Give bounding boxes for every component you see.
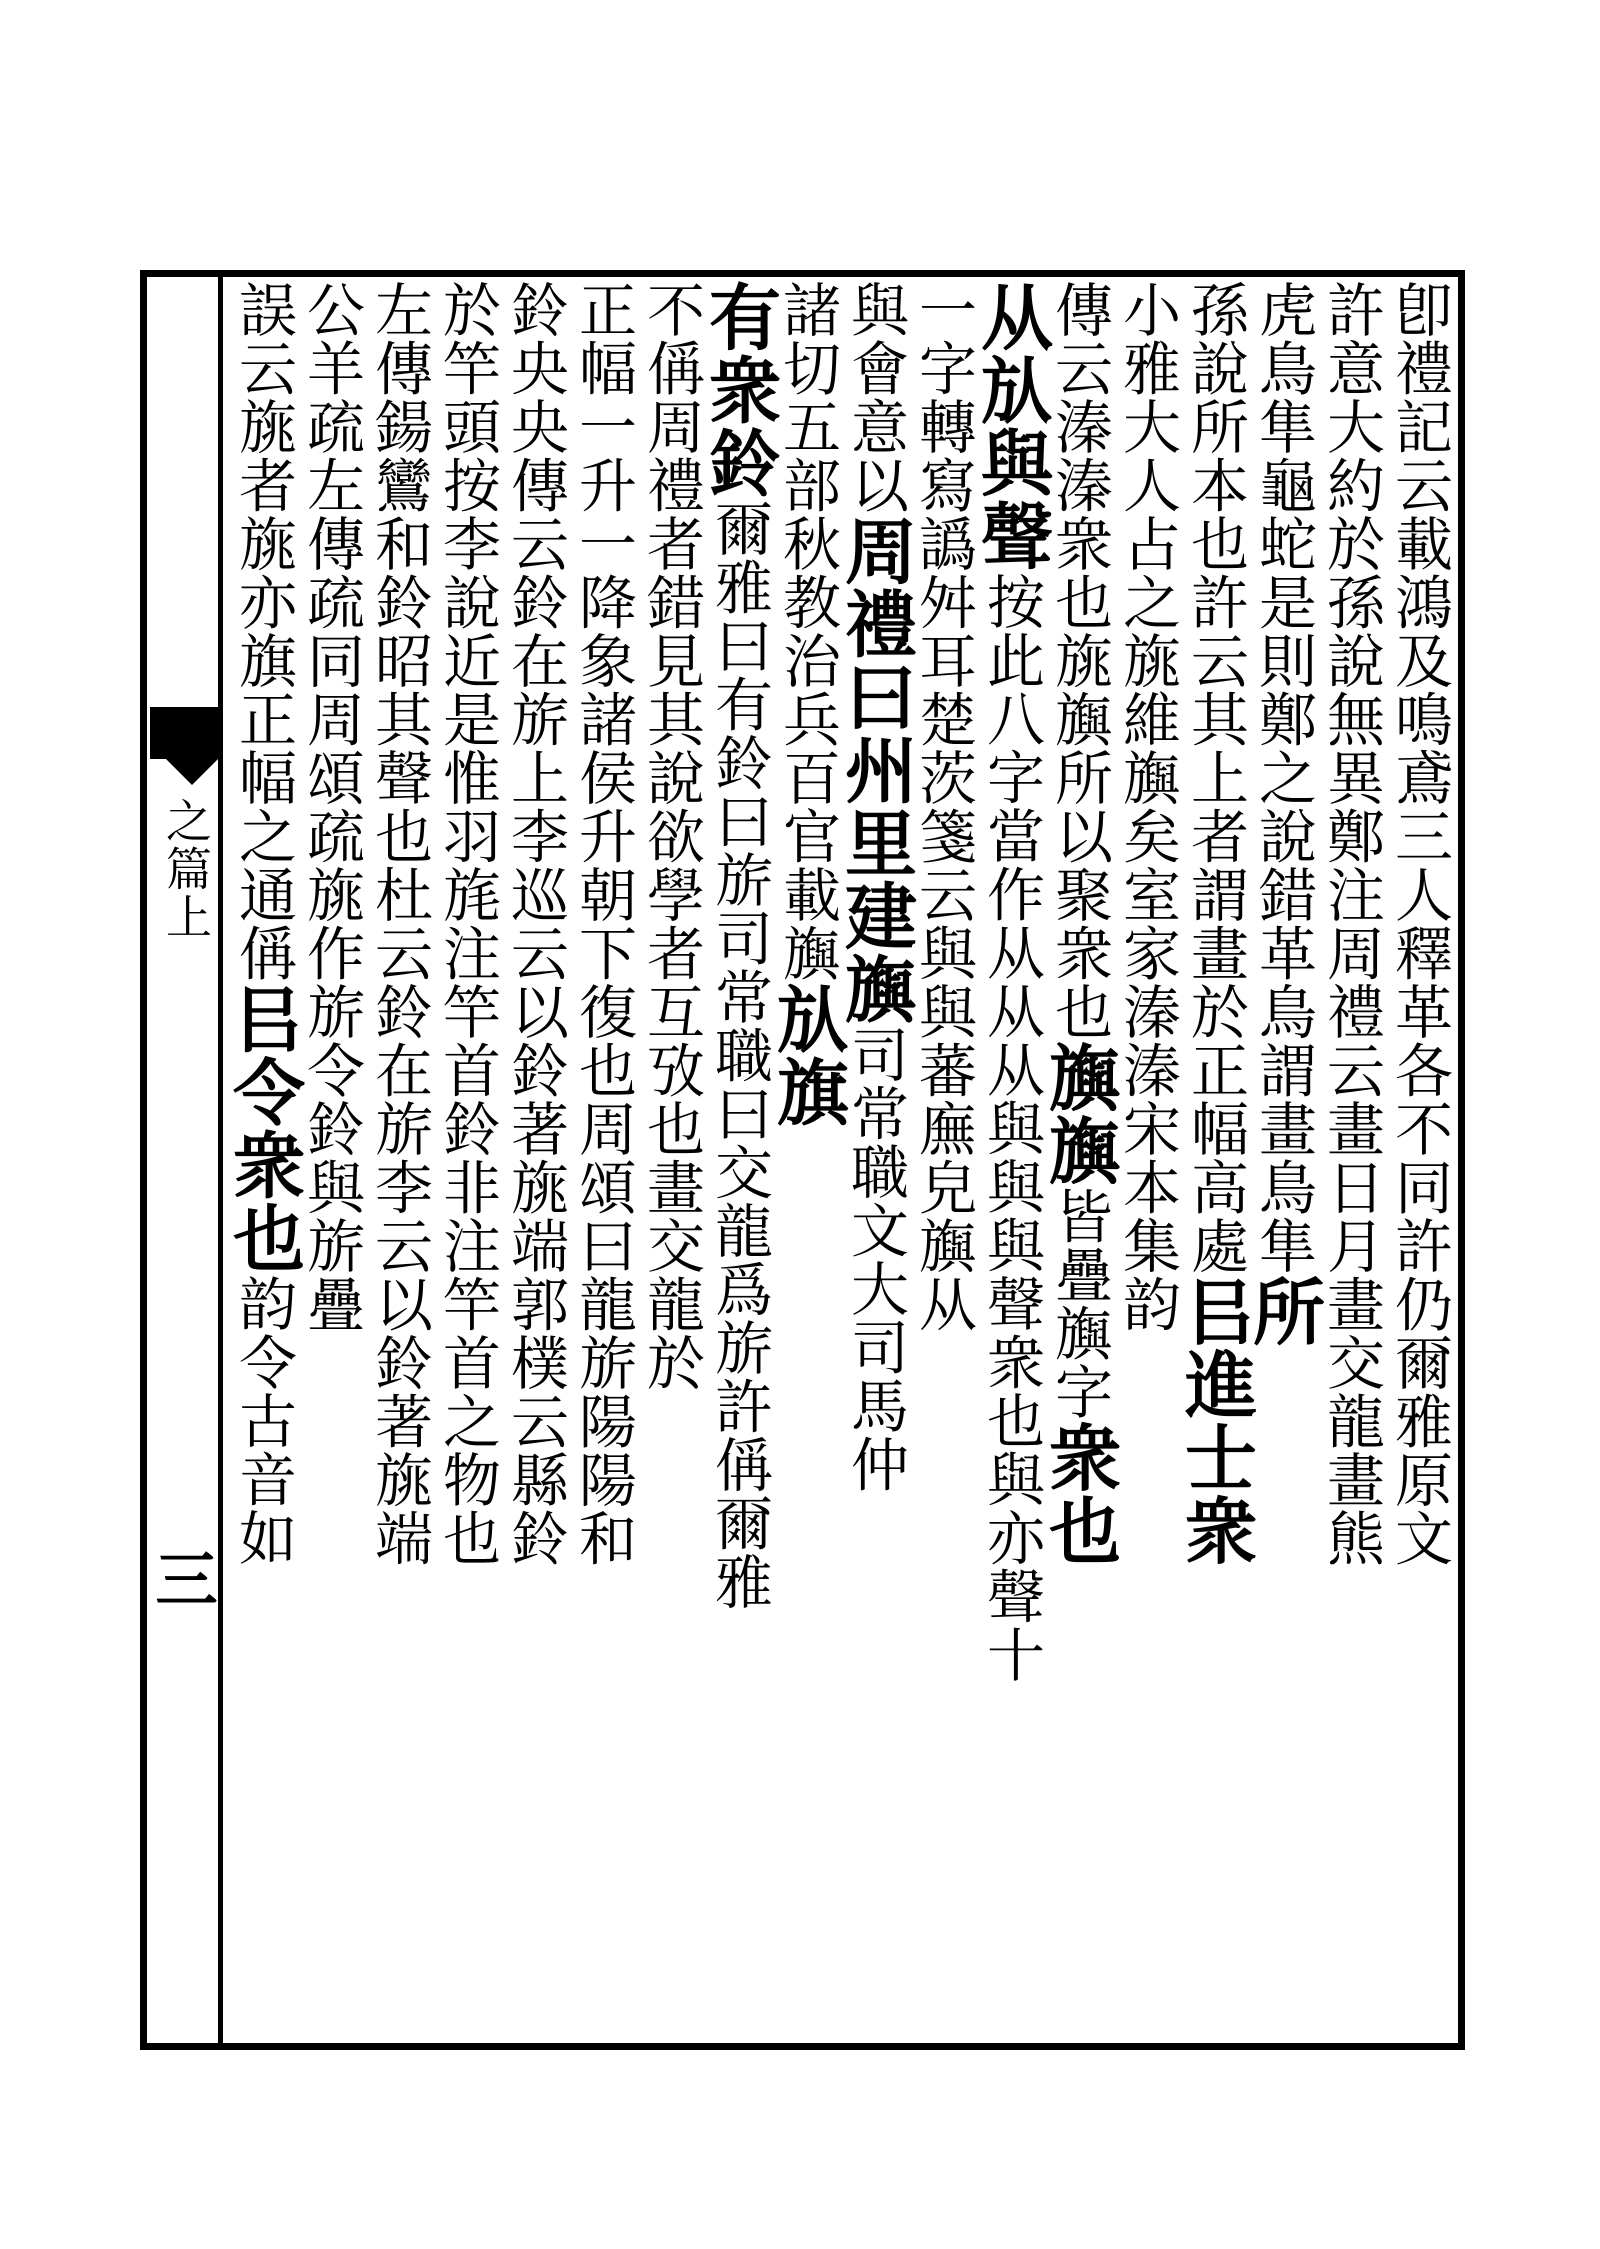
commentary-segment: 宋本集韵 <box>1113 1099 1181 1333</box>
commentary-segment: 與會意以 <box>841 280 909 514</box>
text-column <box>1037 280 1122 2040</box>
commentary-segment: 一字轉寫譌舛耳楚茨箋云與與蕃廡皃旟从 <box>909 280 977 1333</box>
text-column <box>365 280 433 2040</box>
commentary-segment: 虎鳥隼龜蛇是則鄭之說錯革鳥謂畫鳥隼 <box>1249 280 1317 1275</box>
commentary-segment: 許意大約於孫說無異鄭注周禮云畫日月畫交龍畫熊 <box>1317 280 1385 1567</box>
main-text-segment: 㠯進士衆 <box>1173 1274 1258 1567</box>
margin-title: 之篇上 <box>159 797 213 941</box>
commentary-segment: 諸切五部 <box>773 280 841 514</box>
commentary-segment: 鈴央央傳云鈴在旂上李巡云以鈴著旐端郭樸云縣鈴 <box>501 280 569 1567</box>
text-column <box>1385 280 1453 2040</box>
text-column <box>297 280 365 2040</box>
commentary-segment: 於竿頭按李說近是惟羽旄注竿首鈴非注竿首之物也 <box>433 280 501 1567</box>
commentary-segment: 正幅一升一降象諸侯升朝下復也周頌曰龍旂陽陽和 <box>569 280 637 1567</box>
commentary-segment: 誤云旐者旐亦旗正幅之通偁 <box>229 280 297 982</box>
fishtail-mark <box>150 707 218 759</box>
text-column <box>765 280 850 2040</box>
main-text-segment: 旟旟 <box>1037 1040 1122 1187</box>
main-text-segment: 衆也 <box>1037 1420 1122 1567</box>
commentary-segment: 令鈴與旂疊 <box>297 1040 365 1333</box>
text-column <box>501 280 569 2040</box>
main-text-segment: 从㫃與聲 <box>969 280 1054 572</box>
text-column <box>221 280 306 2040</box>
page-number: 三 <box>145 1547 218 1609</box>
text-column <box>1317 280 1385 2040</box>
text-column <box>637 280 705 2040</box>
page-margin-column <box>142 277 218 2043</box>
commentary-segment: 公羊疏左傳疏同周頌疏旐作旂 <box>297 280 365 1041</box>
commentary-segment: 爾雅曰有鈴曰旂司常職曰交龍爲旂許偁爾雅 <box>705 499 773 1611</box>
commentary-segment: 孫說所本也許云其上者謂畫於正幅高處 <box>1181 280 1249 1275</box>
text-column <box>433 280 501 2040</box>
text-column <box>1113 280 1181 2040</box>
commentary-segment: 皆疊旟字 <box>1045 1186 1113 1421</box>
commentary-segment: 秋教治兵百官載旟 <box>773 514 841 982</box>
main-text-segment: 有衆鈴 <box>697 280 782 499</box>
main-text-segment: 周禮曰州里建旟 <box>833 514 918 1025</box>
text-column <box>833 280 918 2040</box>
main-text-segment: 㫃旗 <box>765 982 850 1128</box>
text-column <box>1241 280 1326 2040</box>
main-text-segment: 所 <box>1241 1274 1326 1348</box>
text-body <box>221 280 1456 2040</box>
commentary-segment: 小雅大人占之旐維旟矣室家溱溱 <box>1113 280 1181 1099</box>
commentary-segment: 傳云溱溱衆也旐旟所以聚衆也 <box>1045 280 1113 1041</box>
commentary-segment: 卽禮記云載鴻及鳴鳶三人釋革各不同許仍爾雅原文 <box>1385 280 1453 1567</box>
text-column <box>569 280 637 2040</box>
commentary-segment: 司常職文大司馬仲 <box>841 1025 909 1493</box>
text-column <box>969 280 1054 2040</box>
commentary-segment: 韵令古音如 <box>229 1274 297 1567</box>
commentary-segment: 左傳鍚鸞和鈴昭其聲也杜云鈴在旂李云以鈴著旐端 <box>365 280 433 1567</box>
commentary-segment: 按此八字當作从从从與與與聲衆也與亦聲十 <box>977 572 1045 1684</box>
commentary-segment: 不偁周禮者錯見其說欲學者互攷也畫交龍於 <box>637 280 705 1392</box>
text-column <box>1173 280 1258 2040</box>
text-column <box>909 280 977 2040</box>
main-text-segment: 㠯令衆也 <box>221 982 306 1274</box>
text-column <box>697 280 782 2040</box>
